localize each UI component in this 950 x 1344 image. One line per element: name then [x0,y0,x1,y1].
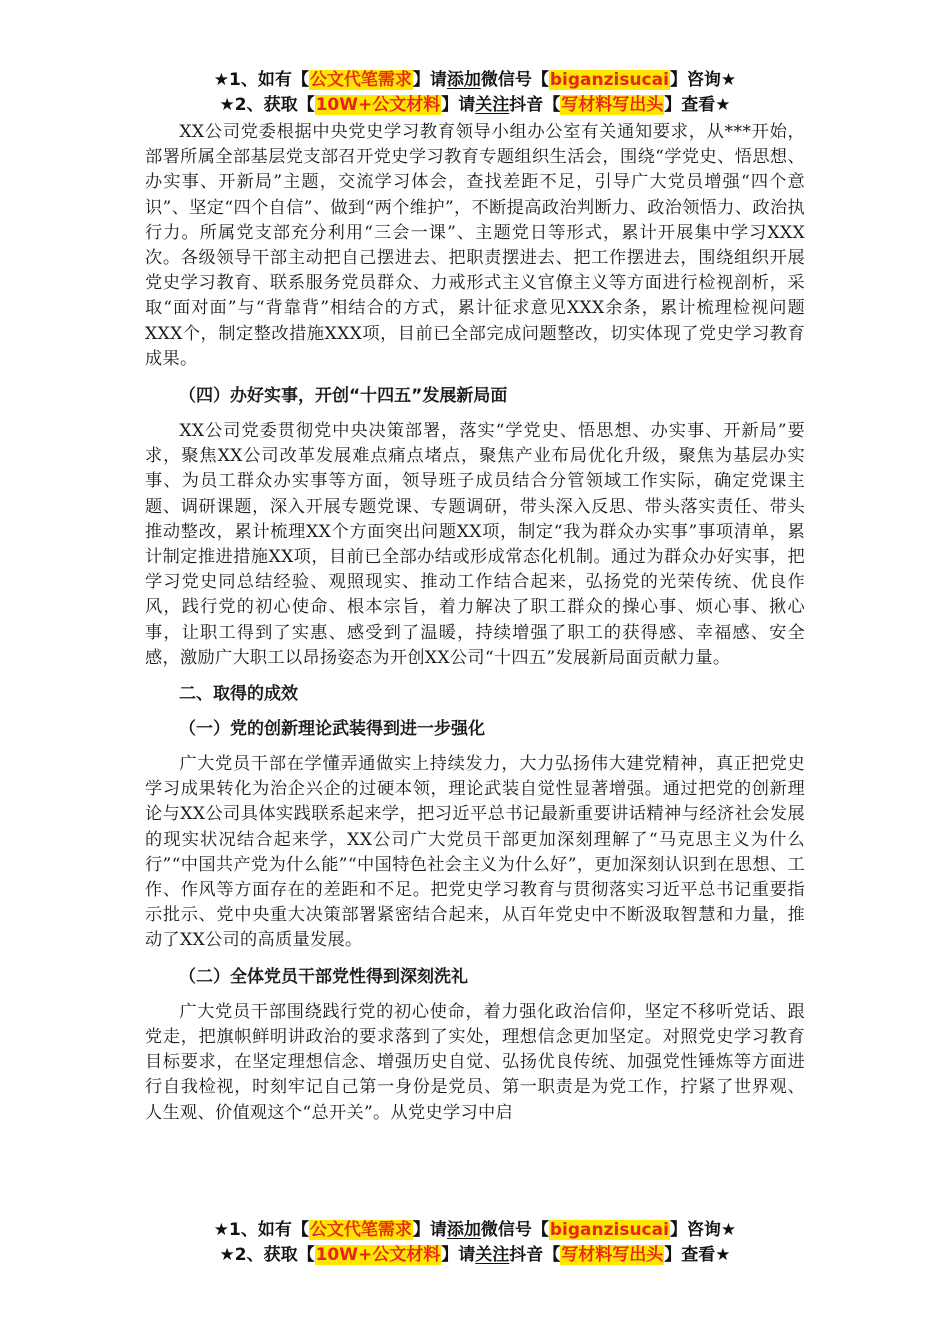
promo-line-1: ★1、如有【公文代笔需求】请添加微信号【biganzisucai】咨询★ [213,1220,737,1240]
promo-line-1: ★1、如有【公文代笔需求】请添加微信号【biganzisucai】咨询★ [213,70,737,90]
section-heading: （四）办好实事，开创“十四五”发展新局面 [179,386,508,407]
highlight-materials: 10W+公文材料 [315,1245,441,1265]
subsection-heading: （一）党的创新理论武装得到进一步强化 [179,719,485,740]
promo-banner-top [0,68,950,118]
body-paragraph: 广大党员干部围绕践行党的初心使命，着力强化政治信仰，坚定不移听党话、跟党走，把旗帜鲜明讲政治的要求落到了实处，理想信念更加坚定。对照党史学习教育目标要求，在坚定理想信念、增强历史自觉、弘扬优良传统、加强党性锤炼等方面进行自我检视，时刻牢记自己第一身份是党员、第一职责是为党工作，拧紧了世界观、人生观、价值观这个“总开关”。从党史学习中启 [145,1001,805,1123]
promo-line-2: ★2、获取【10W+公文材料】请关注抖音【写材料写出头】查看★ [219,1245,731,1265]
highlight-douyin-id: 写材料写出头 [561,1245,664,1265]
highlight-douyin-id: 写材料写出头 [561,95,664,115]
body-paragraph: XX公司党委贯彻党中央决策部署，落实“学党史、悟思想、办实事、开新局”要求，聚焦XX公司改革发展难点痛点堵点，聚焦产业布局优化升级，聚焦为基层办实事、为员工群众办实事等方面，领导班子成员结合分管领域工作实际，确定党课主题、调研课题，深入开展专题党课、专题调研，带头深入反思、带头落实责任、带头推动整改，累计梳理XX个方面突出问题XX项，制定“我为群众办实事”事项清单，累计制定推进措施XX项，目前已全部办结或形成常态化机制。通过为群众办好实事，把学习党史同总结经验、观照现实、推动工作结合起来，弘扬党的光荣传统、优良作风，践行党的初心使命、根本宗旨，着力解决了职工群众的操心事、烦心事、揪心事，让职工得到了实惠、感受到了温暖，持续增强了职工的获得感、幸福感、安全感，激励广大职工以昂扬姿态为开创XX公司“十四五”发展新局面贡献力量。 [145,421,805,668]
promo-banner-bottom [0,1218,950,1268]
body-paragraph: XX公司党委根据中央党史学习教育领导小组办公室有关通知要求，从***开始，部署所属全部基层党支部召开党史学习教育专题组织生活会，围绕“学党史、悟思想、办实事、开新局”主题，交流学习体会，查找差距不足，引导广大党员增强“四个意识”、坚定“四个自信”、做到“两个维护”，不断提高政治判断力、政治领悟力、政治执行力。所属党支部充分利用“三会一课”、主题党日等形式，累计开展集中学习XXX次。各级领导干部主动把自己摆进去、把职责摆进去、把工作摆进去，围绕组织开展党史学习教育、联系服务党员群众、力戒形式主义官僚主义等方面进行检视剖析，采取“面对面”与“背靠背”相结合的方式，累计征求意见XXX余条，累计梳理检视问题XXX个，制定整改措施XXX项，目前已全部完成问题整改，切实体现了党史学习教育成果。 [145,122,805,369]
highlight-wechat-id: biganzisucai [549,1220,669,1240]
highlight-service: 公文代笔需求 [309,1220,412,1240]
highlight-materials: 10W+公文材料 [315,95,441,115]
subsection-heading: （二）全体党员干部党性得到深刻洗礼 [179,966,468,987]
body-paragraph: 广大党员干部在学懂弄通做实上持续发力，大力弘扬伟大建党精神，真正把党史学习成果转化为治企兴企的过硬本领，理论武装自觉性显著增强。通过把党的创新理论与XX公司具体实践联系起来学，把习近平总书记最新重要讲话精神与经济社会发展的现实状况结合起来学，XX公司广大党员干部更加深刻理解了“马克思主义为什么行”“中国共产党为什么能”“中国特色社会主义为什么好”，更加深刻认识到在思想、工作、作风等方面存在的差距和不足。把党史学习教育与贯彻落实习近平总书记重要指示批示、党中央重大决策部署紧密结合起来，从百年党史中不断汲取智慧和力量，推动了XX公司的高质量发展。 [145,754,805,951]
section-heading: 二、取得的成效 [179,684,298,705]
document-body [145,120,805,1126]
highlight-wechat-id: biganzisucai [549,70,669,90]
promo-line-2: ★2、获取【10W+公文材料】请关注抖音【写材料写出头】查看★ [219,95,731,115]
highlight-service: 公文代笔需求 [309,70,412,90]
